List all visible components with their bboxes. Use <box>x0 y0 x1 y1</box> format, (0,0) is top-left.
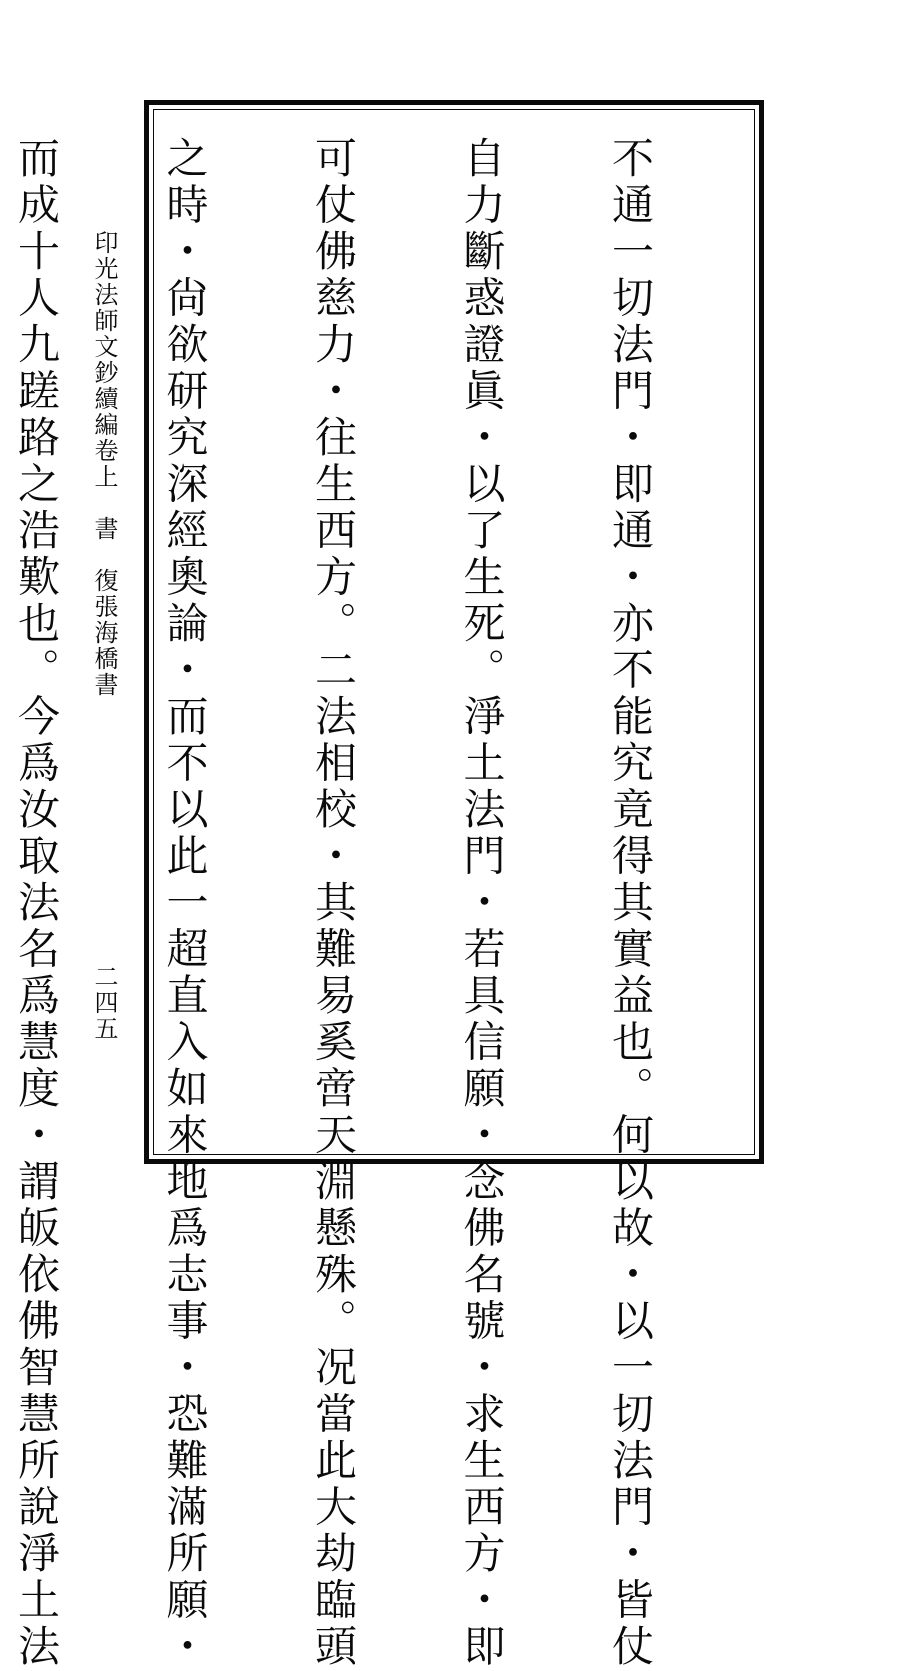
text-column-5: 而成十人九蹉路之浩歎也。今爲汝取法名爲慧度・謂皈依佛智慧所說淨土法 <box>12 136 61 1671</box>
page-number: 二四五 <box>90 964 118 1042</box>
section-label: 書 <box>90 516 118 542</box>
text-column-1: 不通一切法門・即通・亦不能究竟得其實益也。何以故・以一切法門・皆仗 <box>606 136 655 1671</box>
text-column-2: 自力斷惑證眞・以了生死。淨土法門・若具信願・念佛名號・求生西方・即 <box>457 136 507 1671</box>
chapter-title: 復張海橋書 <box>90 568 118 698</box>
book-title: 印光法師文鈔續編卷上 <box>90 230 118 490</box>
text-column-3: 可仗佛慈力・往生西方。二法相校・其難易奚啻天淵懸殊。况當此大劫臨頭 <box>309 136 358 1671</box>
text-column-4: 之時・尙欲研究深經奧論・而不以此一超直入如來地爲志事・恐難滿所願・ <box>160 136 210 1671</box>
